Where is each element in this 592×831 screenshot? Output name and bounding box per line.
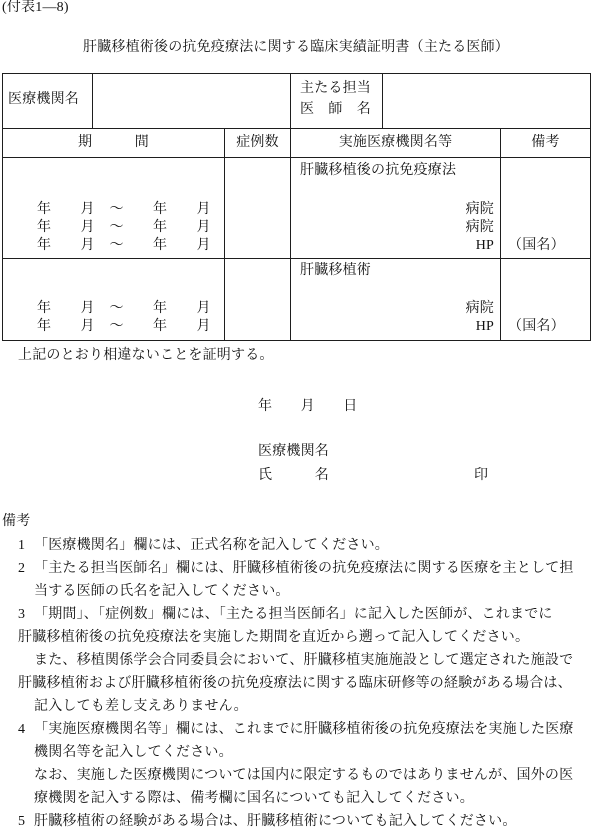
note-text-line: なお、実施した医療機関については国内に限定するものではありませんが、国外の医 — [34, 768, 574, 783]
row2-period-cell — [2, 258, 225, 341]
note-number: 1 — [18, 538, 26, 553]
note-text-line: 当する医師の氏名を記入してください。 — [34, 584, 290, 599]
row1-period-cell — [2, 157, 225, 259]
note-number: 4 — [18, 722, 26, 737]
doctor-label-line-1: 主たる担当 — [300, 81, 371, 96]
row2-cases-cell — [224, 258, 291, 341]
note-text-line: 「実施医療機関名等」欄には、これまでに肝臓移植術後の抗免疫療法を実施した医療 — [34, 722, 574, 737]
facility-suffix: HP — [475, 238, 494, 253]
country-remark: （国名） — [508, 238, 565, 253]
row2-remarks-cell — [500, 258, 591, 341]
row-category: 肝臓移植後の抗免疫療法 — [300, 163, 457, 178]
period-line: 年 月 〜 年 月 — [37, 220, 211, 235]
row1-cases-cell — [224, 157, 291, 259]
row-category: 肝臓移植術 — [300, 263, 371, 278]
certification-date: 年 月 日 — [258, 399, 358, 414]
note-number: 2 — [18, 561, 26, 576]
certification-statement: 上記のとおり相違ないことを証明する。 — [18, 348, 274, 363]
record-table — [2, 73, 591, 341]
note-text-line: 記入しても差し支えありません。 — [34, 699, 248, 714]
facility-suffix: 病院 — [465, 220, 494, 235]
note-text-line: 肝臓移植術後の抗免疫療法を実施した期間を直近から遡って記入してください。 — [18, 630, 530, 645]
institution-label-cell — [2, 73, 93, 129]
certifier-name-label: 氏 名 — [258, 468, 329, 483]
note-number: 5 — [18, 814, 26, 829]
doctor-label-line-2: 医 師 名 — [300, 102, 371, 117]
facility-suffix: 病院 — [465, 301, 494, 316]
row1-remarks-cell — [500, 157, 591, 259]
doctor-value-cell — [382, 73, 591, 129]
note-text-line: 「医療機関名」欄には、正式名称を記入してください。 — [34, 538, 389, 553]
certifying-institution-label: 医療機関名 — [258, 444, 329, 459]
facility-header: 実施医療機関名等 — [338, 135, 453, 150]
row1-facility-cell — [290, 157, 501, 259]
notes-heading: 備考 — [2, 514, 31, 529]
remarks-header: 備考 — [531, 135, 560, 150]
note-text-line: 肝臓移植術および肝臓移植術後の抗免疫療法に関する臨床研修等の経験がある場合は、 — [18, 676, 572, 691]
note-text-line: 療機関を記入する際は、備考欄に国名についても記入してください。 — [34, 791, 474, 806]
institution-label: 医療機関名 — [8, 92, 79, 107]
cases-header: 症例数 — [236, 135, 279, 150]
period-line: 年 月 〜 年 月 — [37, 238, 211, 253]
facility-suffix: HP — [475, 319, 494, 334]
period-line: 年 月 〜 年 月 — [37, 202, 211, 217]
note-number: 3 — [18, 607, 26, 622]
note-text-line: 機関名等を記入してください。 — [34, 745, 233, 760]
country-remark: （国名） — [508, 319, 565, 334]
period-line: 年 月 〜 年 月 — [37, 301, 211, 316]
facility-suffix: 病院 — [465, 202, 494, 217]
period-line: 年 月 〜 年 月 — [37, 319, 211, 334]
note-text-line: また、移植関係学会合同委員会において、肝臓移植実施施設として選定された施設で — [34, 653, 574, 668]
note-text-line: 「期間」、「症例数」欄には、「主たる担当医師名」に記入した医師が、これまでに — [34, 607, 553, 622]
note-text-line: 肝臓移植術の経験がある場合は、肝臓移植術についても記入してください。 — [34, 814, 517, 829]
institution-value-cell — [92, 73, 291, 129]
form-number: (付表1—8) — [2, 0, 69, 15]
period-header: 期 間 — [78, 135, 149, 150]
row2-facility-cell — [290, 258, 501, 341]
note-text-line: 「主たる担当医師名」欄には、肝臓移植術後の抗免疫療法に関する医療を主として担 — [34, 561, 574, 576]
cases-header-cell — [224, 128, 291, 158]
remarks-header-cell — [500, 128, 591, 158]
doctor-label-cell — [290, 73, 383, 129]
seal-mark: 印 — [474, 468, 489, 483]
document-title: 肝臓移植術後の抗免疫療法に関する臨床実績証明書（主たる医師） — [83, 40, 509, 55]
facility-header-cell — [290, 128, 501, 158]
period-header-cell — [2, 128, 225, 158]
